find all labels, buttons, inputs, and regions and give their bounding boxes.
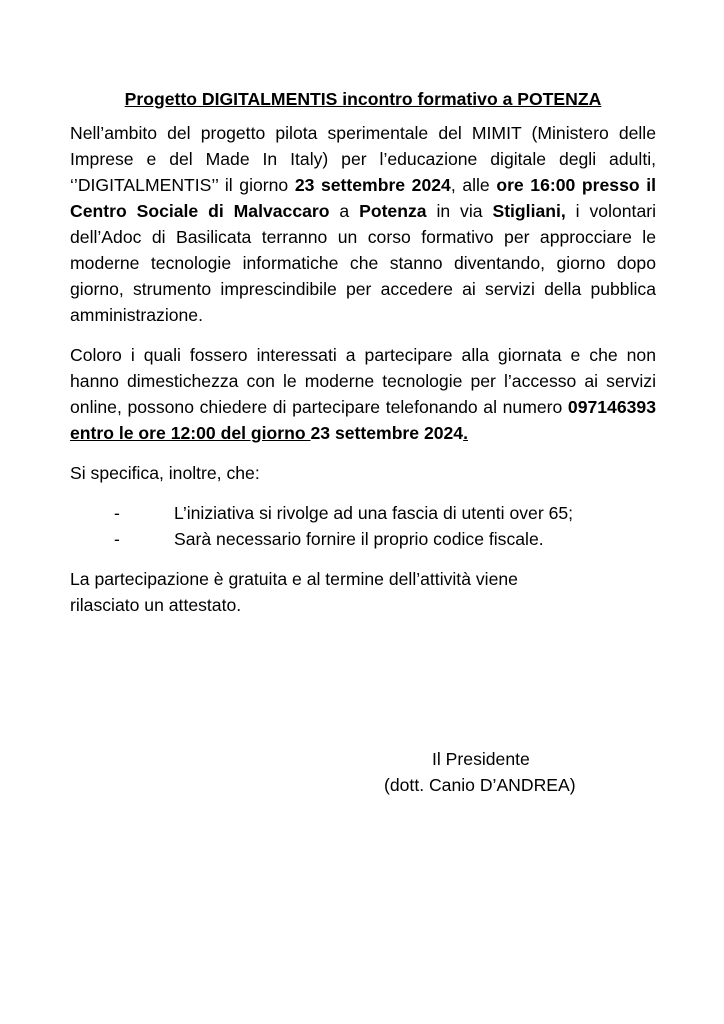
document-page <box>70 86 656 795</box>
deadline-date: 23 settembre 2024 <box>310 423 464 443</box>
paragraph-specification: Si specifica, inoltre, che: <box>70 463 260 483</box>
intro-text-2: , alle <box>450 175 497 195</box>
intro-street: Stigliani, <box>492 201 566 221</box>
document-title: Progetto DIGITALMENTIS incontro formativo a POTENZA <box>124 89 602 109</box>
requirements-list <box>70 500 656 552</box>
list-item-text: Sarà necessario fornire il proprio codice fiscale. <box>174 529 544 549</box>
paragraph-intro <box>70 120 656 328</box>
paragraph-participation: La partecipazione è gratuita e al termine dell’attività viene rilasciato un attestato. <box>70 569 518 615</box>
list-dash: - <box>114 503 120 523</box>
phone-number: 097146393 <box>567 397 656 417</box>
intro-text-4: in via <box>426 201 493 221</box>
intro-text-1: Nell’ambito del progetto pilota sperimentale del MIMIT (Ministero delle Imprese e del Made In Italy) per l’educazione digitale degli adulti, ‘’DIGITALMENTIS’’ il giorno <box>70 123 656 195</box>
intro-date: 23 settembre 2024 <box>294 175 451 195</box>
list-item <box>70 526 656 552</box>
intro-city: Potenza <box>359 201 427 221</box>
intro-time-place: ore 16:00 presso il Centro Sociale di Malvaccaro <box>70 175 656 221</box>
signature-role: Il Presidente <box>432 749 530 769</box>
list-dash: - <box>114 529 120 549</box>
list-item-text: L’iniziativa si rivolge ad una fascia di utenti over 65; <box>174 503 574 523</box>
paragraph-registration <box>70 342 656 446</box>
intro-text-3: a <box>329 201 360 221</box>
signature-name: (dott. Canio D’ANDREA) <box>384 775 576 795</box>
list-item <box>70 500 656 526</box>
deadline-text: entro le ore 12:00 del giorno <box>70 423 311 443</box>
deadline-period: . <box>463 423 468 443</box>
registration-text-1: Coloro i quali fossero interessati a partecipare alla giornata e che non hanno dimestichezza con le moderne tecnologie per l’accesso ai servizi online, possono chiedere di partecipare telefonando al numero <box>70 345 656 417</box>
intro-text-5: i volontari dell’Adoc di Basilicata terranno un corso formativo per approcciare le moderne tecnologie informatiche che stanno diventando, giorno dopo giorno, strumento imprescindibile per accedere ai servizi della pubblica amministrazione. <box>70 201 656 325</box>
